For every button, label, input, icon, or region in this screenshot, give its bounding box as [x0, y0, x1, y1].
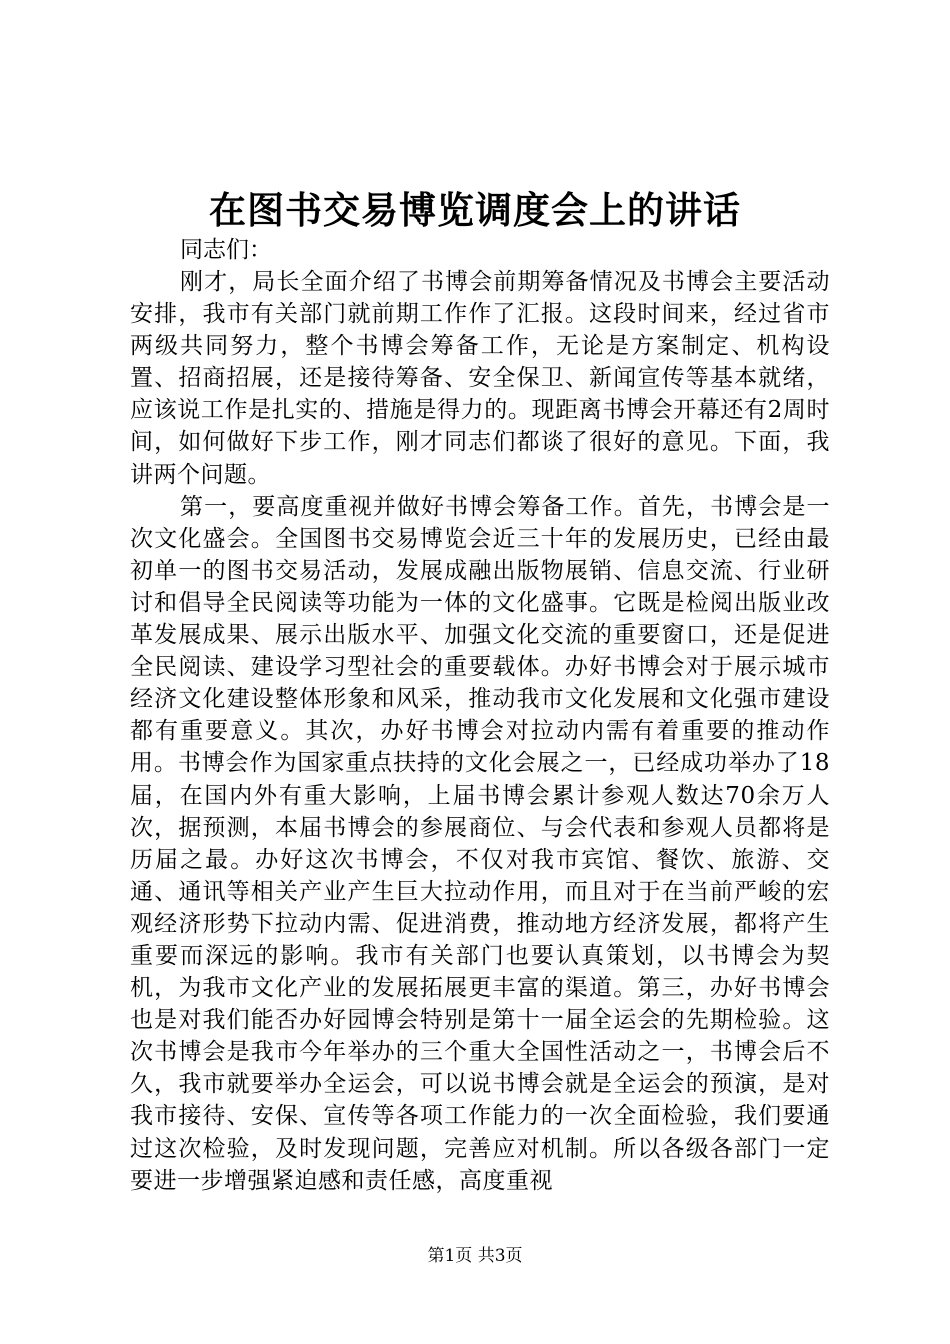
paragraph-1: 刚才，局长全面介绍了书博会前期筹备情况及书博会主要活动安排，我市有关部门就前期工作作了汇报。这段时间来，经过省市两级共同努力，整个书博会筹备工作，无论是方案制定、机构设置、招商招展，还是接待筹备、安全保卫、新闻宣传等基本就绪，应该说工作是扎实的、措施是得力的。现距离书博会开幕还有2周时间，如何做好下步工作，刚才同志们都谈了很好的意见。下面，我讲两个问题。	[130, 269, 830, 488]
page-number-footer: 第1页 共3页	[427, 1246, 523, 1266]
paragraph-2: 第一，要高度重视并做好书博会筹备工作。首先，书博会是一次文化盛会。全国图书交易博览会近三十年的发展历史，已经由最初单一的图书交易活动，发展成融出版物展销、信息交流、行业研讨和倡导全民阅读等功能为一体的文化盛事。它既是检阅出版业改革发展成果、展示出版水平、加强文化交流的重要窗口，还是促进全民阅读、建设学习型社会的重要载体。办好书博会对于展示城市经济文化建设整体形象和风采，推动我市文化发展和文化强市建设都有重要意义。其次，办好书博会对拉动内需有着重要的推动作用。书博会作为国家重点扶持的文化会展之一，已经成功举办了18届，在国内外有重大影响，上届书博会累计参观人数达70余万人次，据预测，本届书博会的参展商位、与会代表和参观人员都将是历届之最。办好这次书博会，不仅对我市宾馆、餐饮、旅游、交通、通讯等相关产业产生巨大拉动作用，而且对于在当前严峻的宏观经济形势下拉动内需、促进消费，推动地方经济发展，都将产生重要而深远的影响。我市有关部门也要认真策划，以书博会为契机，为我市文化产业的发展拓展更丰富的渠道。第三，办好书博会也是对我们能否办好园博会特别是第十一届全运会的先期检验。这次书博会是我市今年举办的三个重大全国性活动之一，书博会后不久，我市就要举办全运会，可以说书博会就是全运会的预演，是对我市接待、安保、宣传等各项工作能力的一次全面检验，我们要通过这次检验，及时发现问题，完善应对机制。所以各级各部门一定要进一步增强紧迫感和责任感，高度重视	[130, 493, 830, 1194]
salutation: 同志们：	[180, 237, 272, 263]
document-title: 在图书交易博览调度会上的讲话	[209, 188, 741, 232]
document-body	[130, 234, 830, 1197]
